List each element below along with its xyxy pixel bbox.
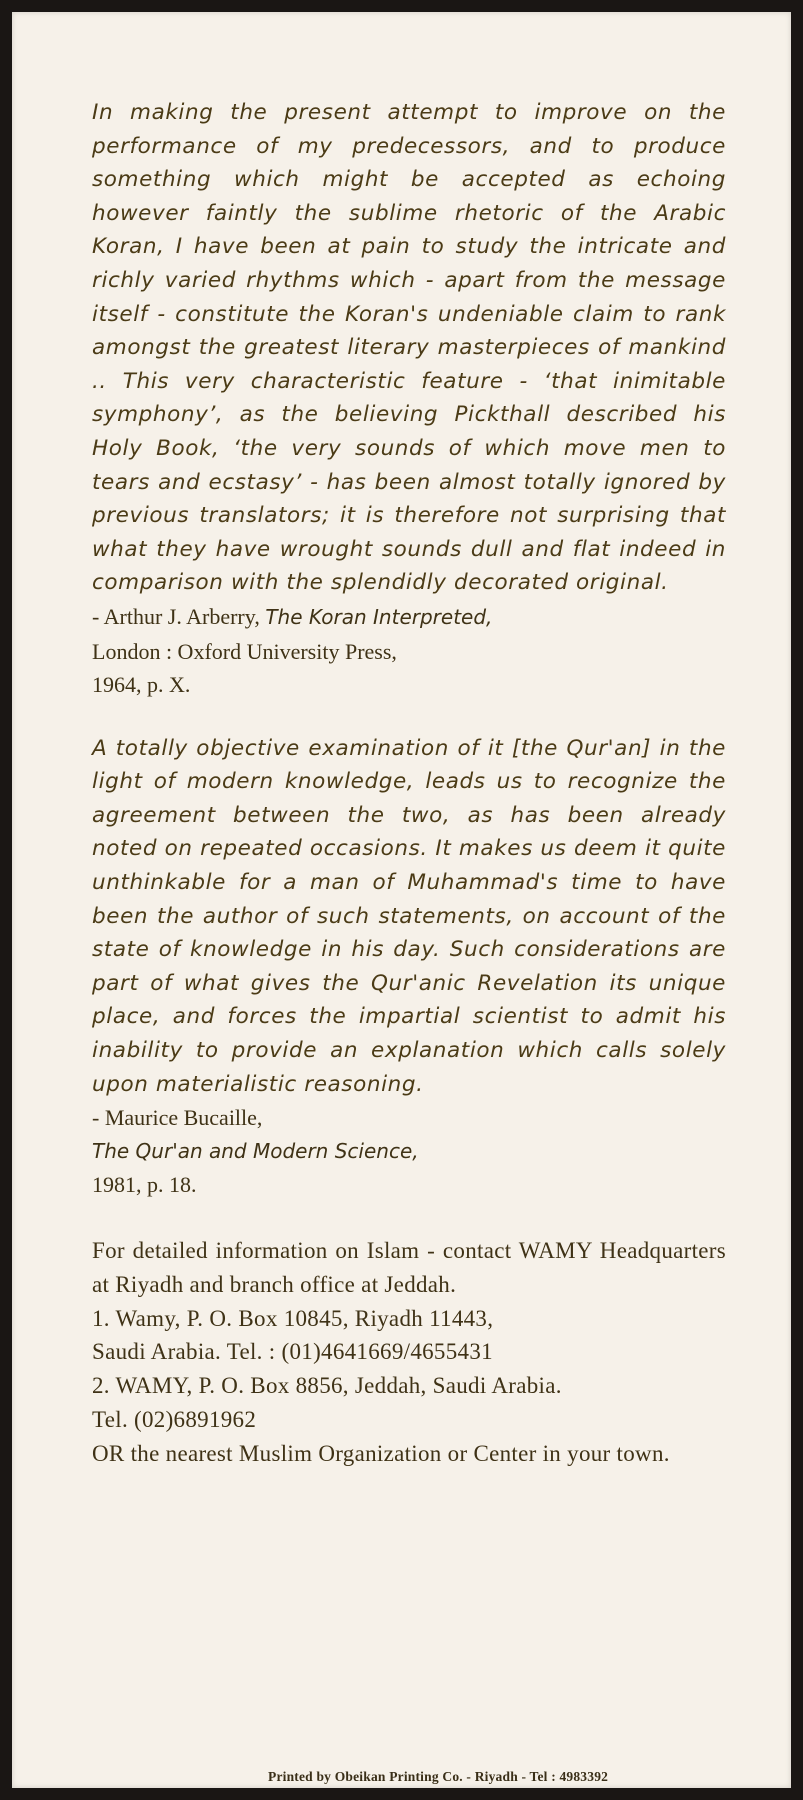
bucaille-citation <box>92 1101 726 1202</box>
arberry-quote-text: In making the present attempt to improve on the performance of my predecessors, and to produce something which might be accepted as echoing however faintly the sublime rhetoric of the Arabic Koran, I have been at pain to study the intricate and richly varied rhythms which - apart from the message itself - constitute the Koran's undeniable claim to rank amongst the greatest literary masterpieces of mankind .. This very characteristic feature - ‘that inimitable symphony’, as the believing Pickthall described his Holy Book, ‘the very sounds of which move men to tears and ecstasy’ - has been almost totally ignored by previous translators; it is therefore not surprising that what they have wrought sounds dull and flat indeed in comparison with the splendidly decorated original. <box>92 100 726 596</box>
bucaille-quote <box>92 732 726 1102</box>
bucaille-citation-author: - Maurice Bucaille, <box>92 1105 263 1131</box>
contact-riyadh-phone: Saudi Arabia. Tel. : (01)4641669/4655431 <box>92 1339 493 1365</box>
contact-jeddah-address: 2. WAMY, P. O. Box 8856, Jeddah, Saudi Arabia. <box>92 1373 562 1399</box>
document-page <box>12 12 791 1788</box>
contact-nearest-center: OR the nearest Muslim Organization or Center in your town. <box>92 1440 670 1466</box>
bucaille-citation-year: 1981, p. 18. <box>92 1172 197 1198</box>
contact-intro: For detailed information on Islam - contact WAMY Headquarters at Riyadh and branch office at Jeddah. <box>92 1238 726 1297</box>
arberry-quote <box>92 96 726 600</box>
arberry-citation-title: The Koran Interpreted, <box>265 604 493 629</box>
bucaille-quote-text: A totally objective examination of it [the Qur'an] in the light of modern knowledge, leads us to recognize the agreement between the two, as has been already noted on repeated occasions. It makes us deem it quite unthinkable for a man of Muhammad's time to have been the author of such statements, on account of the state of knowledge in his day. Such considerations are part of what gives the Qur'anic Revelation its unique place, and forces the impartial scientist to admit his inability to provide an explanation which calls solely upon materialistic reasoning. <box>92 735 726 1097</box>
contact-jeddah-phone: Tel. (02)6891962 <box>92 1406 257 1432</box>
printer-imprint: Printed by Obeikan Printing Co. - Riyadh - Tel : 4983392 <box>268 1769 609 1784</box>
bucaille-citation-title: The Qur'an and Modern Science, <box>92 1138 419 1163</box>
arberry-citation-publisher: London : Oxford University Press, <box>92 638 397 664</box>
contact-info <box>92 1234 726 1471</box>
page-content <box>92 96 726 1471</box>
arberry-citation-author: - Arthur J. Arberry, <box>92 603 260 629</box>
arberry-citation <box>92 600 726 702</box>
arberry-citation-year: 1964, p. X. <box>92 672 191 698</box>
contact-riyadh-address: 1. Wamy, P. O. Box 10845, Riyadh 11443, <box>92 1305 494 1331</box>
